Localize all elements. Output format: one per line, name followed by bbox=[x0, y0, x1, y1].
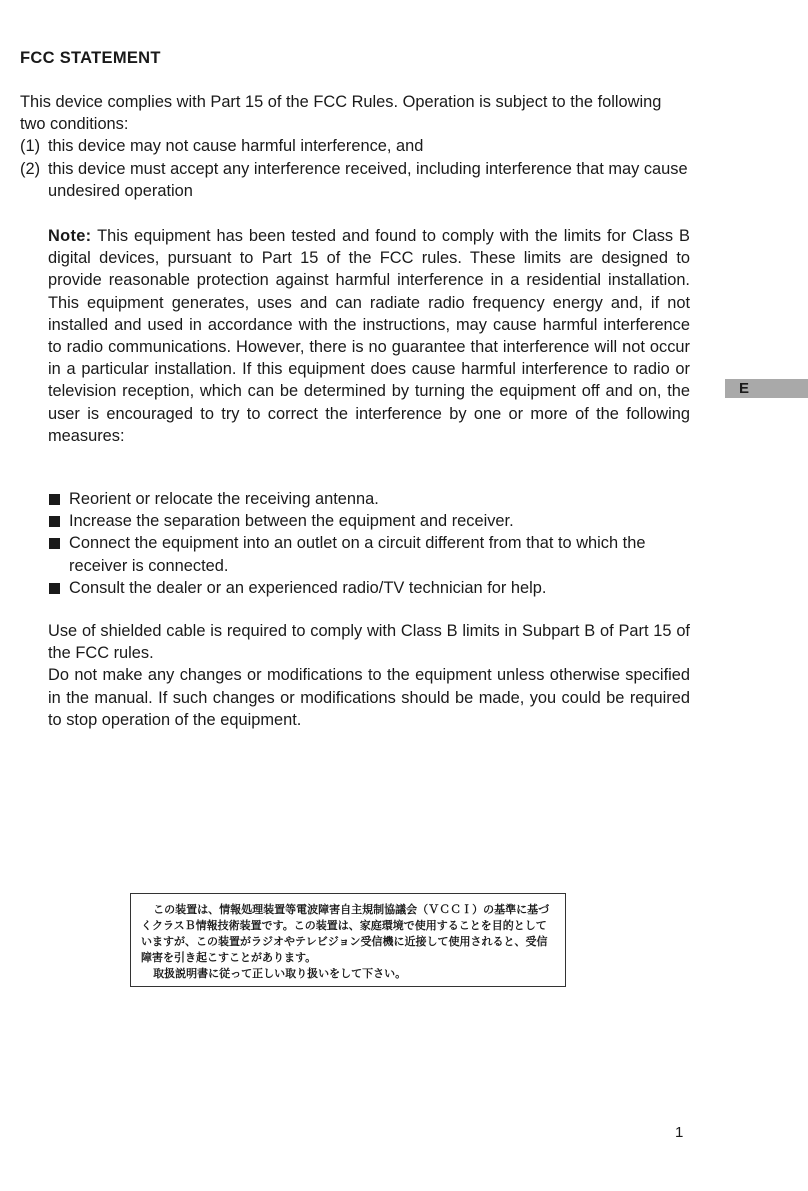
square-bullet-icon bbox=[48, 577, 69, 599]
square-bullet-icon bbox=[48, 510, 69, 532]
section-tab bbox=[725, 379, 808, 398]
intro-paragraph: This device complies with Part 15 of the FCC Rules. Operation is subject to the following two conditions: bbox=[20, 93, 662, 134]
list-item bbox=[48, 532, 690, 576]
intro-section bbox=[20, 91, 690, 202]
page-number: 1 bbox=[675, 1124, 684, 1141]
note-text: This equipment has been tested and found to comply with the limits for Class B digital devices, pursuant to Part 15 of the FCC rules. These limits are designed to provide reasonable protection against harmful interference in a residential installation. This equipment generates, uses and can radiate radio frequency energy and, if not installed and used in accordance with the instructions, may cause harmful interference to radio communications. However, there is no guarantee that interference will not occur in a particular installation. If this equipment does cause harmful interference to radio or television reception, which can be determined by turning the equipment off and on, the user is encouraged to try to correct the interference by one or more of the following measures: bbox=[48, 227, 690, 445]
shielded-cable-paragraph: Use of shielded cable is required to comply with Class B limits in Subpart B of Part 15 of the FCC rules. bbox=[48, 622, 690, 663]
vcci-paragraph: この装置は、情報処理装置等電波障害自主規制協議会（ＶＣＣＩ）の基準に基づくクラスＢ情報技術装置です。この装置は、家庭環境で使用することを目的としていますが、この装置がラジオやテレビジョン受信機に近接して使用されると、受信障害を引き起こすことがあります。 bbox=[141, 903, 550, 964]
measures-list bbox=[48, 488, 690, 599]
vcci-notice-box bbox=[130, 893, 566, 987]
list-item bbox=[48, 577, 690, 599]
list-item bbox=[48, 488, 690, 510]
closing-section bbox=[48, 620, 690, 731]
list-item bbox=[48, 510, 690, 532]
measure-text: Connect the equipment into an outlet on a circuit different from that to which the receiver is connected. bbox=[69, 534, 646, 575]
square-bullet-icon bbox=[48, 532, 69, 576]
condition-number: (2) bbox=[20, 159, 41, 178]
condition-item bbox=[20, 158, 690, 202]
measure-text: Reorient or relocate the receiving antenna. bbox=[69, 490, 379, 508]
note-paragraph bbox=[48, 225, 690, 447]
modifications-paragraph: Do not make any changes or modifications to the equipment unless otherwise specified in the manual. If such changes or modifications should be made, you could be required to stop operation of the equipment. bbox=[48, 666, 690, 729]
page-title: FCC STATEMENT bbox=[20, 49, 161, 67]
condition-number: (1) bbox=[20, 137, 41, 156]
vcci-instruction: 取扱説明書に従って正しい取り扱いをして下さい。 bbox=[153, 967, 407, 980]
condition-text: this device may not cause harmful interference, and bbox=[48, 137, 424, 156]
section-tab-label: E bbox=[739, 380, 750, 397]
condition-item bbox=[20, 135, 690, 157]
note-label: Note: bbox=[48, 227, 92, 245]
measure-text: Consult the dealer or an experienced radio/TV technician for help. bbox=[69, 578, 547, 597]
measure-text: Increase the separation between the equipment and receiver. bbox=[69, 512, 514, 531]
condition-text: this device must accept any interference received, including interference that may cause undesired operation bbox=[48, 159, 688, 200]
square-bullet-icon bbox=[48, 488, 69, 510]
